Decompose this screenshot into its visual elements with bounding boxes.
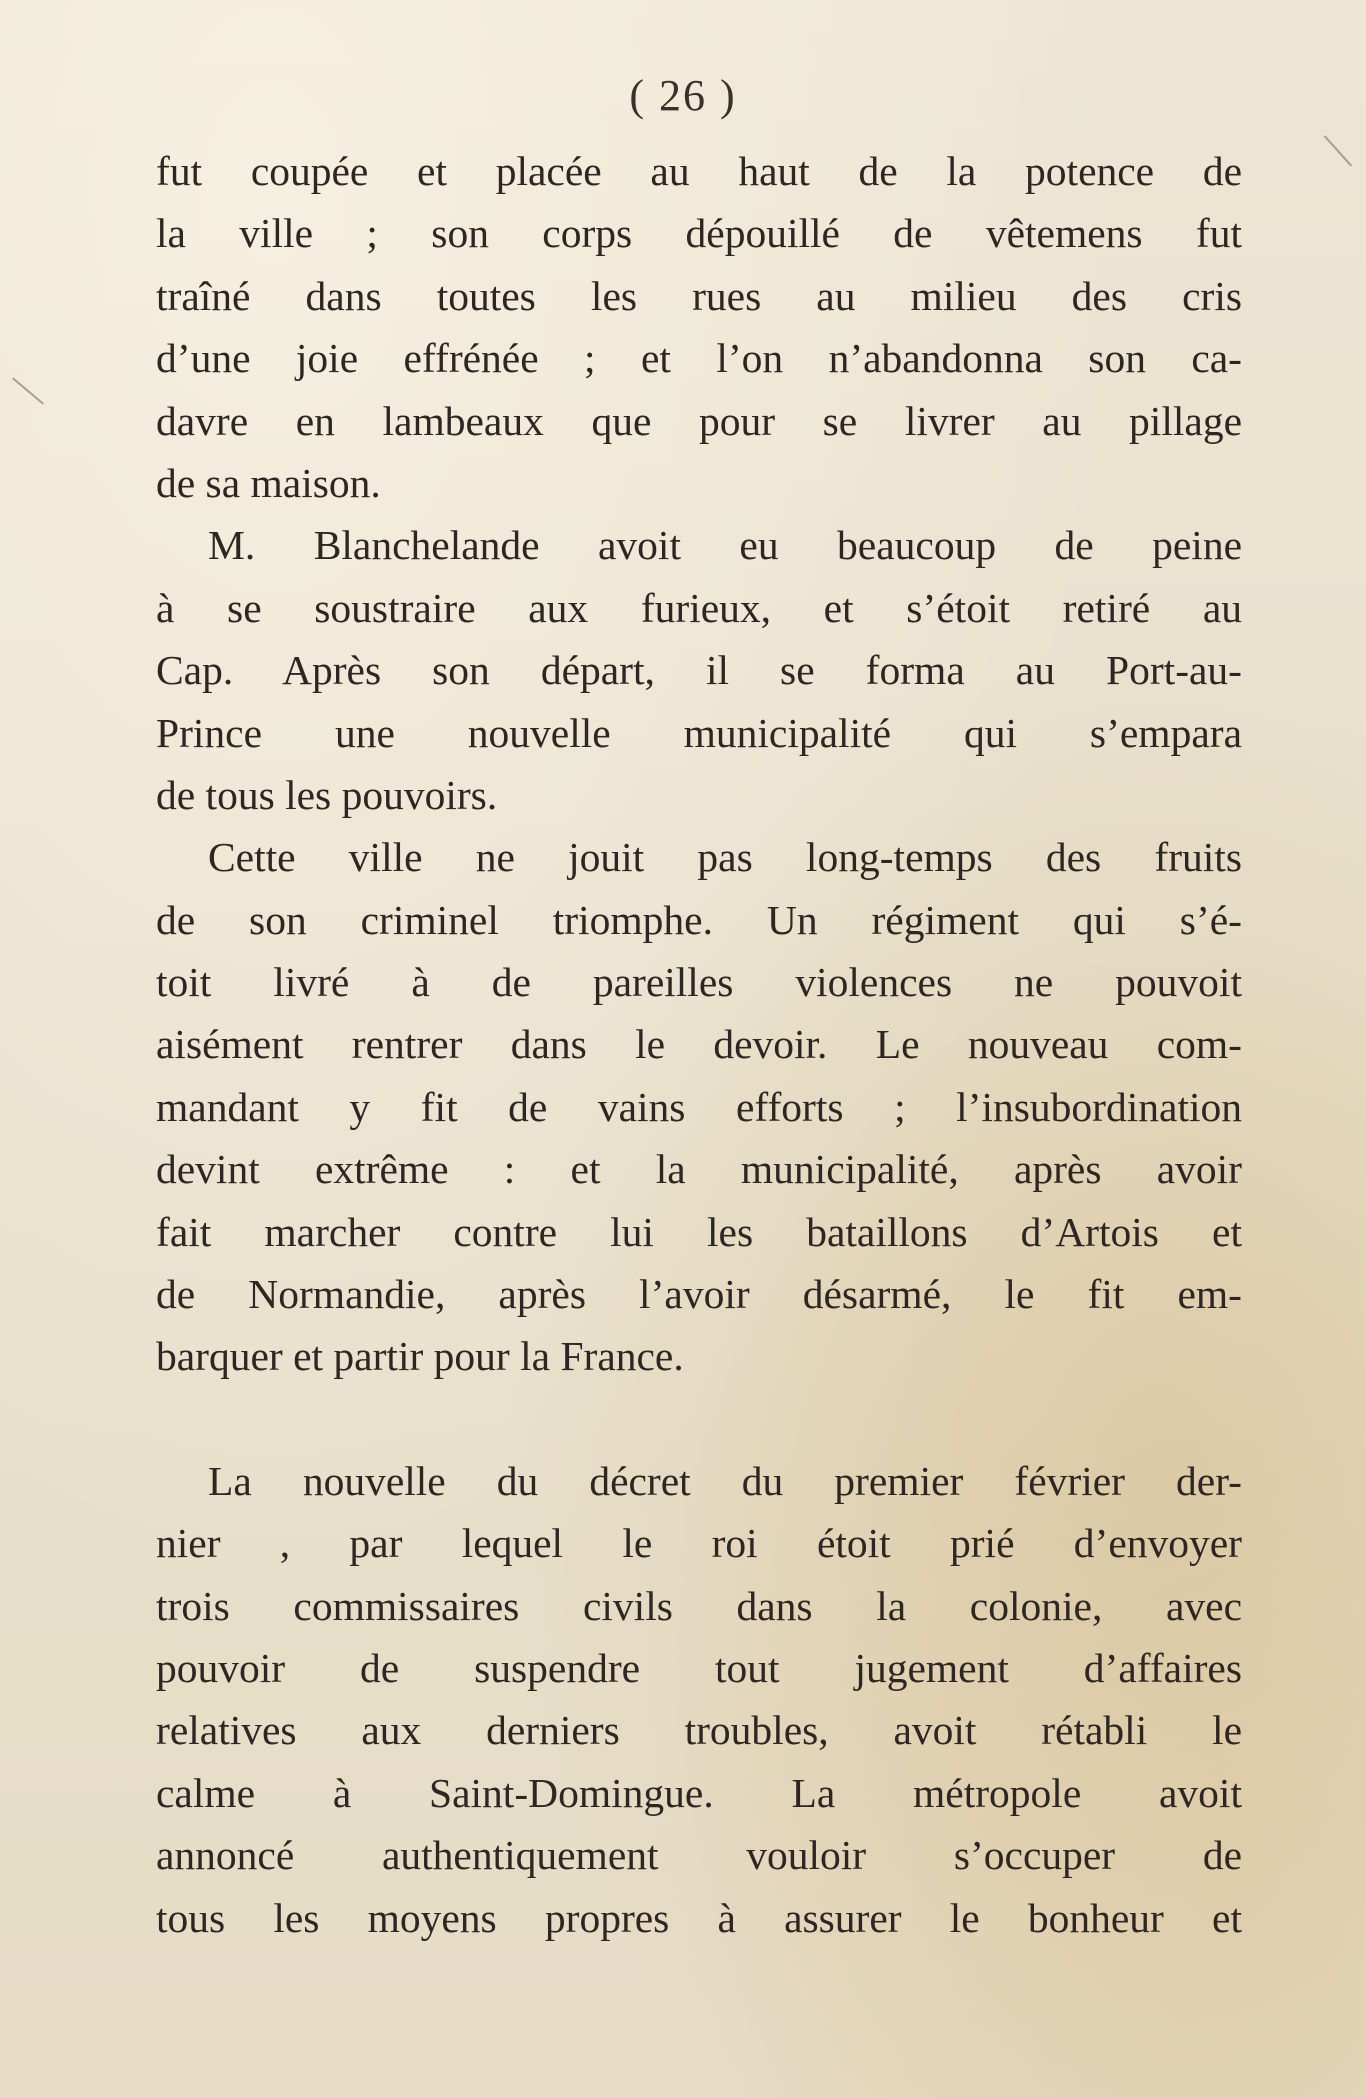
text-line: relatives aux derniers troubles, avoit rétabli le [156, 1707, 1242, 1754]
text-line: calme à Saint-Domingue. La métropole avoit [156, 1769, 1242, 1816]
page-text [156, 140, 1242, 1949]
text-line: trois commissaires civils dans la colonie, avec [156, 1582, 1242, 1629]
text-line: barquer et partir pour la France. [156, 1333, 684, 1380]
text-line: toit livré à de pareilles violences ne pouvoit [156, 959, 1242, 1006]
margin-mark [12, 377, 44, 404]
text-line: de Normandie, après l’avoir désarmé, le fit em- [156, 1271, 1242, 1318]
text-line: fait marcher contre lui les bataillons d’Artois et [156, 1208, 1242, 1255]
text-line: M. Blanchelande avoit eu beaucoup de peine [208, 522, 1242, 569]
text-line: la ville ; son corps dépouillé de vêtemens fut [156, 210, 1242, 257]
paragraph-gap [156, 1388, 1242, 1450]
text-line: traîné dans toutes les rues au milieu des cris [156, 272, 1242, 319]
text-line: Prince une nouvelle municipalité qui s’empara [156, 709, 1242, 756]
text-line: annoncé authentiquement vouloir s’occuper de [156, 1832, 1242, 1879]
text-line: davre en lambeaux que pour se livrer au pillage [156, 397, 1242, 444]
text-line: Cap. Après son départ, il se forma au Port-au- [156, 647, 1242, 694]
text-line: tous les moyens propres à assurer le bonheur et [156, 1894, 1242, 1941]
margin-mark [1324, 135, 1352, 166]
text-line: d’une joie effrénée ; et l’on n’abandonna son ca- [156, 335, 1242, 382]
text-line: mandant y fit de vains efforts ; l’insubordination [156, 1083, 1242, 1130]
page-number: ( 26 ) [629, 71, 737, 120]
text-line: nier , par lequel le roi étoit prié d’envoyer [156, 1520, 1242, 1567]
text-line: Cette ville ne jouit pas long-temps des fruits [208, 834, 1242, 881]
text-line: de son criminel triomphe. Un régiment qui s’é- [156, 896, 1242, 943]
text-line: fut coupée et placée au haut de la potence de [156, 148, 1242, 194]
text-line: de sa maison. [156, 459, 381, 506]
text-line: aisément rentrer dans le devoir. Le nouveau com- [156, 1021, 1242, 1068]
text-line: pouvoir de suspendre tout jugement d’affaires [156, 1644, 1242, 1691]
text-line: de tous les pouvoirs. [156, 771, 498, 818]
text-line: La nouvelle du décret du premier février der- [208, 1457, 1242, 1504]
text-line: devint extrême : et la municipalité, après avoir [156, 1146, 1242, 1193]
text-line: à se soustraire aux furieux, et s’étoit retiré au [156, 584, 1242, 631]
